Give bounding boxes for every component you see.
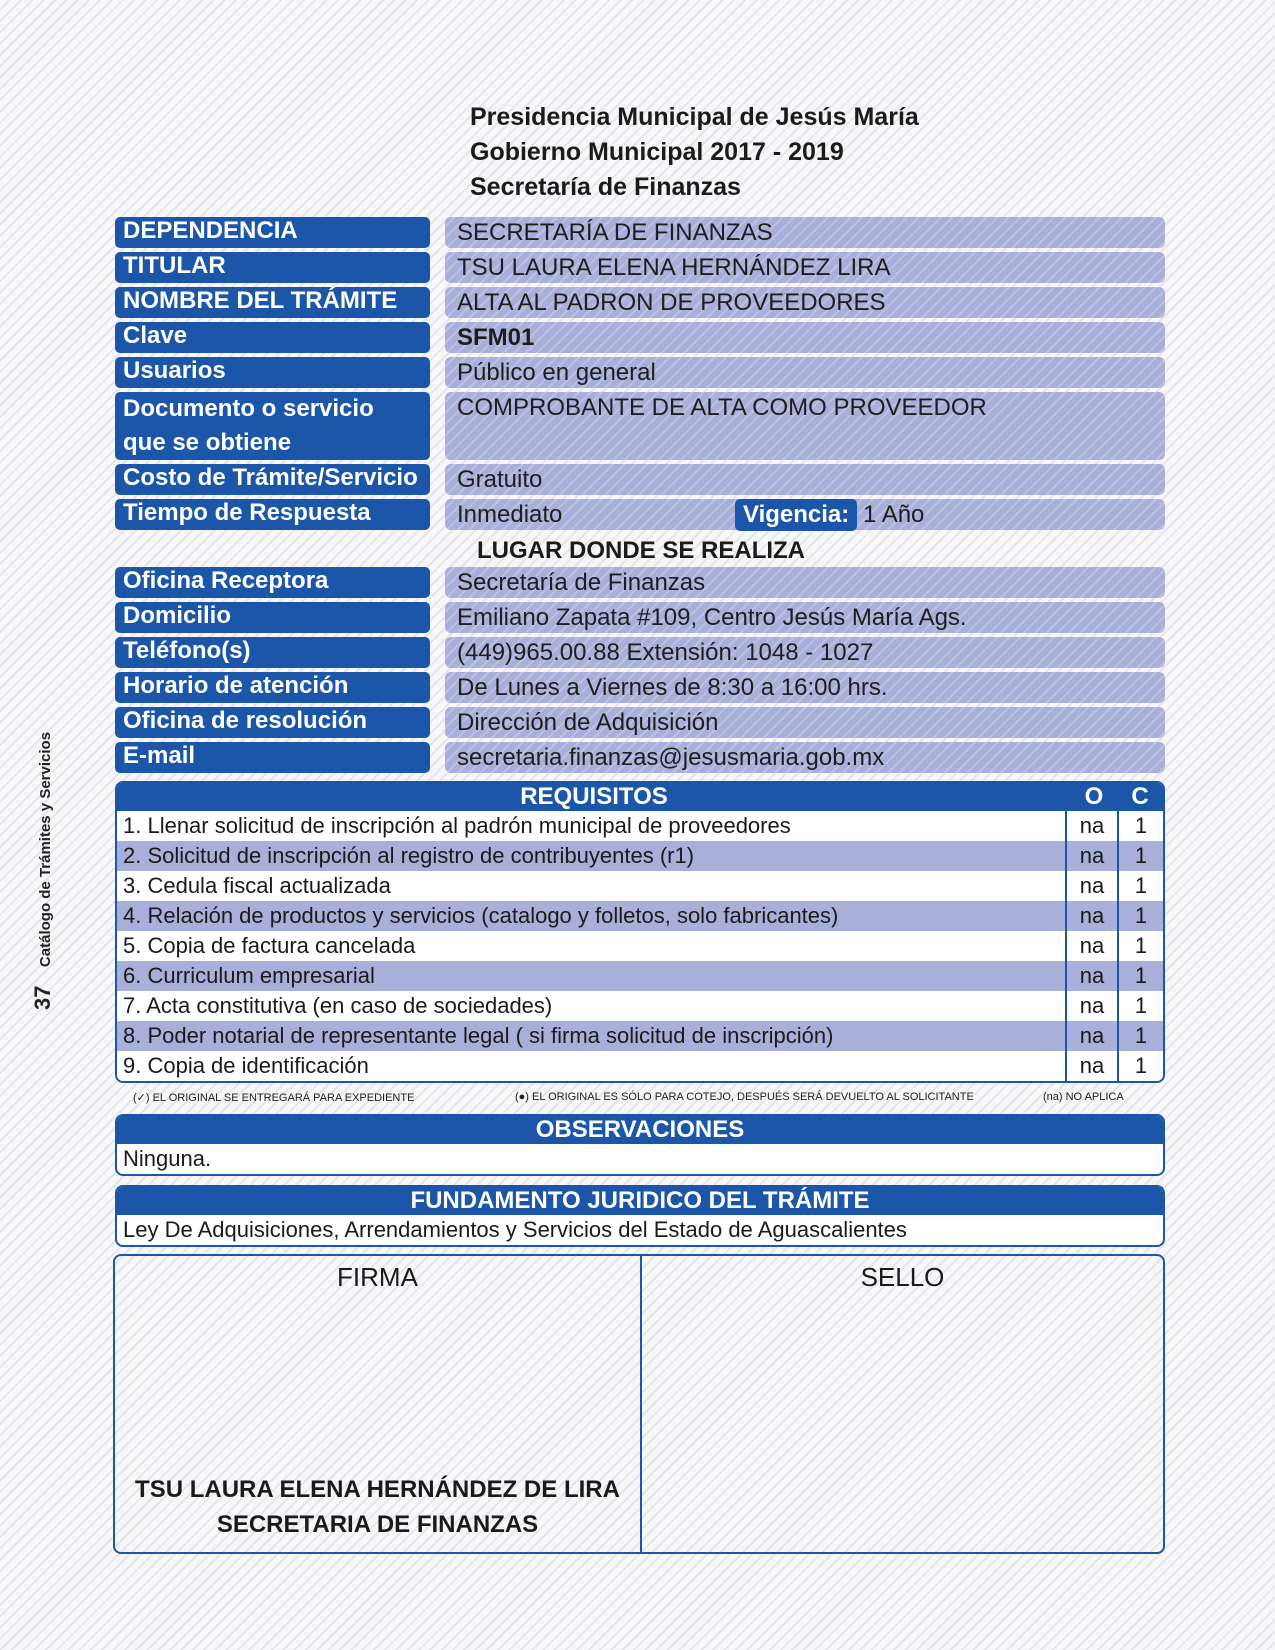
field-label: Clave <box>115 322 430 353</box>
table-row <box>117 841 1163 871</box>
header-line-3: Secretaría de Finanzas <box>470 173 741 201</box>
table-row <box>117 871 1163 901</box>
requisito-text: 8. Poder notarial de representante legal ( si firma solicitud de inscripción) <box>117 1021 1067 1051</box>
field-value: secretaria.finanzas@jesusmaria.gob.mx <box>445 742 1165 773</box>
requisito-original: na <box>1067 991 1119 1021</box>
table-row <box>117 1051 1163 1081</box>
requisito-original: na <box>1067 811 1119 841</box>
field-clave <box>115 322 1165 353</box>
field-tiempo <box>115 499 1165 530</box>
page-number: 37 <box>30 985 55 1010</box>
column-o-header: O <box>1084 783 1104 810</box>
signature-box <box>113 1254 1165 1554</box>
document-header <box>470 100 1070 205</box>
observaciones-box <box>115 1114 1165 1176</box>
requisito-original: na <box>1067 871 1119 901</box>
header-line-2: Gobierno Municipal 2017 - 2019 <box>470 138 844 166</box>
field-nombre-tramite <box>115 287 1165 318</box>
requisito-original: na <box>1067 1021 1119 1051</box>
field-label: TITULAR <box>115 252 430 283</box>
field-label: Tiempo de Respuesta <box>115 499 430 530</box>
field-label: Domicilio <box>115 602 430 633</box>
column-c-header: C <box>1131 783 1149 810</box>
field-value: Inmediato <box>457 501 563 528</box>
requisito-original: na <box>1067 1051 1119 1081</box>
signatory-position: SECRETARIA DE FINANZAS <box>216 1511 539 1538</box>
field-label: Costo de Trámite/Servicio <box>115 464 430 495</box>
requisito-text: 4. Relación de productos y servicios (catalogo y folletos, solo fabricantes) <box>117 901 1067 931</box>
requisitos-title: REQUISITOS <box>520 783 668 810</box>
requisito-copias: 1 <box>1134 1023 1148 1048</box>
table-row <box>117 1021 1163 1051</box>
requisito-copias: 1 <box>1134 963 1148 988</box>
field-label: DEPENDENCIA <box>115 217 430 248</box>
field-label: Horario de atención <box>115 672 430 703</box>
signatory-name: TSU LAURA ELENA HERNÁNDEZ DE LIRA <box>135 1476 620 1503</box>
field-oficina-resolucion <box>115 707 1165 738</box>
requisito-text: 6. Curriculum empresarial <box>117 961 1067 991</box>
requisito-copias: 1 <box>1134 1053 1148 1078</box>
table-row <box>117 901 1163 931</box>
requisito-original: na <box>1067 931 1119 961</box>
field-value: SFM01 <box>445 322 1165 353</box>
lugar-title: LUGAR DONDE SE REALIZA <box>477 537 806 564</box>
side-catalog-label <box>30 732 56 1010</box>
field-value-group <box>445 499 1165 530</box>
signatory <box>115 1472 640 1542</box>
requisito-text: 3. Cedula fiscal actualizada <box>117 871 1067 901</box>
field-horario <box>115 672 1165 703</box>
fundamento-text: Ley De Adquisiciones, Arrendamientos y Servicios del Estado de Aguascalientes <box>123 1217 907 1242</box>
catalog-title: Catálogo de Trámites y Servicios <box>37 731 54 968</box>
table-row <box>117 811 1163 841</box>
requisito-text: 1. Llenar solicitud de inscripción al padrón municipal de proveedores <box>117 811 1067 841</box>
field-label: Oficina de resolución <box>115 707 430 738</box>
field-value: Público en general <box>445 357 1165 388</box>
field-titular <box>115 252 1165 283</box>
table-row <box>117 991 1163 1021</box>
requisito-original: na <box>1067 901 1119 931</box>
field-dependencia <box>115 217 1165 248</box>
field-value: SECRETARÍA DE FINANZAS <box>445 217 1165 248</box>
field-oficina-receptora <box>115 567 1165 598</box>
requisito-copias: 1 <box>1134 903 1148 928</box>
fundamento-title: FUNDAMENTO JURIDICO DEL TRÁMITE <box>117 1187 1163 1215</box>
requisito-text: 2. Solicitud de inscripción al registro de contribuyentes (r1) <box>117 841 1067 871</box>
field-label <box>115 392 430 460</box>
requisito-text: 5. Copia de factura cancelada <box>117 931 1067 961</box>
field-value: Secretaría de Finanzas <box>445 567 1165 598</box>
firma-section <box>115 1256 642 1552</box>
firma-label: FIRMA <box>337 1262 418 1292</box>
field-value: COMPROBANTE DE ALTA COMO PROVEEDOR <box>445 392 1165 460</box>
legend-check: (✓) EL ORIGINAL SE ENTREGARÁ PARA EXPEDIENTE <box>133 1092 415 1104</box>
requisito-text: 9. Copia de identificación <box>117 1051 1067 1081</box>
field-label-line-2: que se obtiene <box>123 429 292 456</box>
requisito-original: na <box>1067 841 1119 871</box>
requisito-copias: 1 <box>1134 843 1148 868</box>
requisito-copias: 1 <box>1134 933 1148 958</box>
field-value: TSU LAURA ELENA HERNÁNDEZ LIRA <box>445 252 1165 283</box>
sello-label: SELLO <box>860 1262 945 1292</box>
field-email <box>115 742 1165 773</box>
field-label: E-mail <box>115 742 430 773</box>
requisito-copias: 1 <box>1134 873 1148 898</box>
requisitos-table <box>115 781 1165 1083</box>
header-line-1: Presidencia Municipal de Jesús María <box>470 103 919 131</box>
sello-section <box>642 1256 1163 1552</box>
field-value: Gratuito <box>445 464 1165 495</box>
field-documento <box>115 392 1165 460</box>
field-telefono <box>115 637 1165 668</box>
requisito-copias: 1 <box>1134 813 1148 838</box>
field-value: ALTA AL PADRON DE PROVEEDORES <box>445 287 1165 318</box>
legend-dot: (●) EL ORIGINAL ES SÓLO PARA COTEJO, DESPUÉS SERÁ DEVUELTO AL SOLICITANTE <box>515 1091 974 1103</box>
vigencia-label: Vigencia: <box>735 499 857 531</box>
table-row <box>117 961 1163 991</box>
field-value: De Lunes a Viernes de 8:30 a 16:00 hrs. <box>445 672 1165 703</box>
requisito-copias: 1 <box>1134 993 1148 1018</box>
field-value: Emiliano Zapata #109, Centro Jesús María Ags. <box>445 602 1165 633</box>
requisito-text: 7. Acta constitutiva (en caso de sociedades) <box>117 991 1067 1021</box>
field-costo <box>115 464 1165 495</box>
field-domicilio <box>115 602 1165 633</box>
field-label: Usuarios <box>115 357 430 388</box>
legend-na: (na) NO APLICA <box>1043 1091 1124 1103</box>
fundamento-box <box>115 1185 1165 1247</box>
requisitos-header <box>117 783 1163 811</box>
field-usuarios <box>115 357 1165 388</box>
field-value: (449)965.00.88 Extensión: 1048 - 1027 <box>445 637 1165 668</box>
table-row <box>117 931 1163 961</box>
field-value: Dirección de Adquisición <box>445 707 1165 738</box>
observaciones-text: Ninguna. <box>123 1146 212 1171</box>
field-label: Oficina Receptora <box>115 567 430 598</box>
vigencia-value: 1 Año <box>863 501 925 528</box>
observaciones-title: OBSERVACIONES <box>117 1116 1163 1144</box>
field-label-line-1: Documento o servicio <box>123 395 374 422</box>
requisito-original: na <box>1067 961 1119 991</box>
field-label: Teléfono(s) <box>115 637 430 668</box>
field-label: NOMBRE DEL TRÁMITE <box>115 287 430 318</box>
